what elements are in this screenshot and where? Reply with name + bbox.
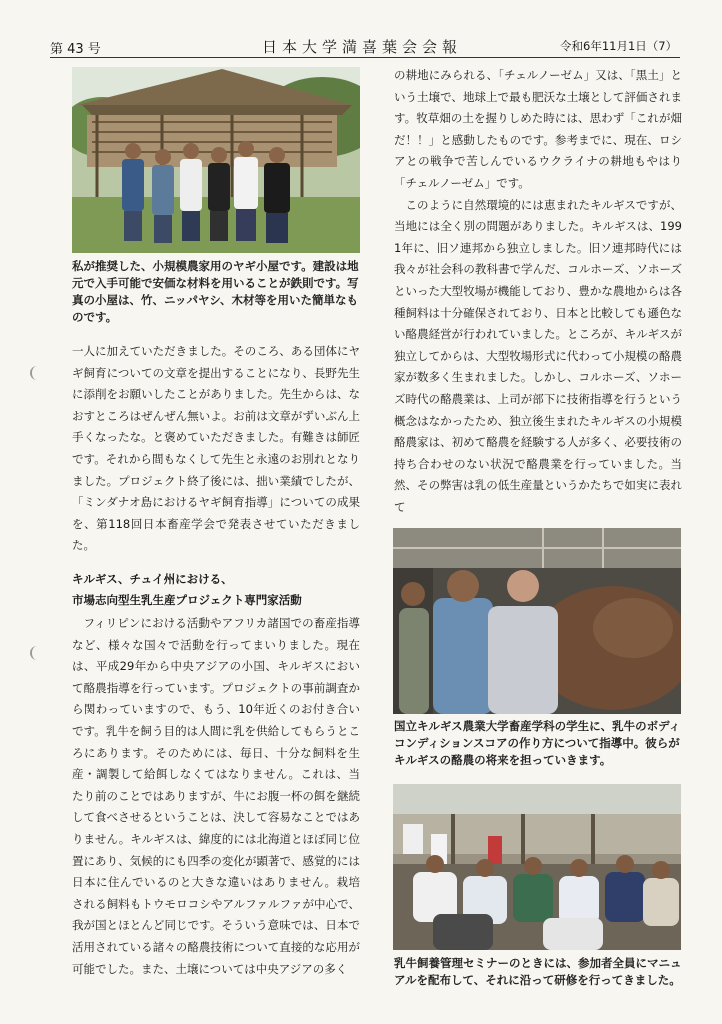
- right-paragraph-2: このように自然環境的には恵まれたキルギスですが、当地には全く別の問題がありました。キルギスは、1991年に、旧ソ連邦から独立しました。旧ソ連邦時代には我々が社会科の教科書で学んだ、コルホーズ、ソホーズといった大型牧場が機能しており、豊かな農地からは各種飼料は十分確保されており、日本と比較しても遜色ない酪農経営が行われていました。ところが、キルギスが独立してからは、大型牧場形式に代わって小規模の酪農家が数多く生まれました。しかし、コルホーズ、ソホーズ時代の酪農業は、上司が部下に技術指導を行うという概念はなかったため、独立後生まれたキルギスの小規模酪農家は、初めて酪農を経験する人が多く、必要技術の持ち合わせのない状況で酪農業を行っていました。当然、その弊害は乳の低生産量というかたちで如実に表れて: [394, 197, 682, 514]
- issue-number: 第 43 号: [50, 42, 101, 57]
- right-paragraph-1: の耕地にみられる、「チェルノーゼム」又は、「黒土」という土壌で、地球上で最も肥沃な土壌として評価されます。牧草畑の土を握りしめた時には、思わず「これが畑だ！！」と感動したものです。参考までに、現在、ロシアとの戦争で苦しんでいるウクライナの耕地もやはり「チェルノーゼム」です。: [394, 68, 682, 190]
- binding-hole-top: [30, 366, 44, 380]
- right-column: [394, 65, 682, 518]
- left-paragraph-2: フィリピンにおける活動やアフリカ諸国での畜産指導など、様々な国々で活動を行ってまいりました。現在は、平成29年から中央アジアの小国、キルギスにおいて酪農指導を行っています。プロジェクトの事前調査から関わっていますので、もう、10年近くのお付き合いです。乳牛を飼う目的は人間に乳を供給してもらうところにあります。そのためには、毎日、十分な飼料を生産・調製して給餌しなくてはなりません。これは、当たり前のことではありますが、牛にお腹一杯の餌を継続して食べさせるということは、決して容易なことではありません。キルギスは、緯度的には北海道とほぼ同じ位置にあり、気候的にも四季の変化が顕著で、感覚的には日本に住んでいるのと大きな違いはありません。栽培される飼料もトウモロコシやアルファルファが中心で、我が国とほとんど同じです。そういう意味では、日本で活用されている諸々の酪農技術について直接的な応用が可能でした。また、土壌については中央アジアの多く: [72, 616, 360, 976]
- goat-shed-photo: [72, 67, 360, 253]
- left-paragraph-1: 一人に加えていただきました。そのころ、ある団体にヤギ飼育についての文章を提出することになり、長野先生に添削をお願いしたことがありました。先生からは、なおすところはぜんぜん無いよ。お前は文章がずいぶん上手くなったな。と褒めていただきました。有難きは師匠です。それから間もなくして先生と永遠のお別れとなりました。プロジェクト終了後には、拙い業績でしたが、「ミンダナオ島におけるヤギ飼育指導」についての成果を、第118回日本畜産学会で発表させていただきました。: [72, 344, 360, 553]
- students-cow-photo: [393, 528, 681, 714]
- students-caption: 国立キルギス農業大学畜産学科の学生に、乳牛のボディコンディションスコアの作り方について指導中。彼らがキルギスの酪農の将来を担っていきます。: [394, 719, 681, 767]
- seminar-caption: 乳牛飼養管理セミナーのときには、参加者全員にマニュアルを配布して、それに沿って研修を行ってきました。: [394, 956, 682, 987]
- section-heading-line-1: キルギス、チュイ州における、: [72, 572, 233, 586]
- left-column-upper: [72, 341, 360, 557]
- left-column-lower: [72, 613, 360, 980]
- section-heading-line-2: 市場志向型生乳生産プロジェクト専門家活動: [72, 593, 302, 607]
- header-divider: [50, 57, 680, 58]
- binding-hole-bottom: [30, 646, 44, 660]
- seminar-photo: [393, 784, 681, 950]
- goat-shed-caption: 私が推奨した、小規模農家用のヤギ小屋です。建設は地元で入手可能で安価な材料を用いることが鉄則です。写真の小屋は、竹、ニッパヤシ、木材等を用いた簡単なものです。: [72, 259, 359, 324]
- section-heading: [72, 569, 362, 611]
- newsletter-title: 日本大学満喜葉会会報: [262, 38, 463, 56]
- issue-date: 令和6年11月1日（7）: [560, 39, 678, 53]
